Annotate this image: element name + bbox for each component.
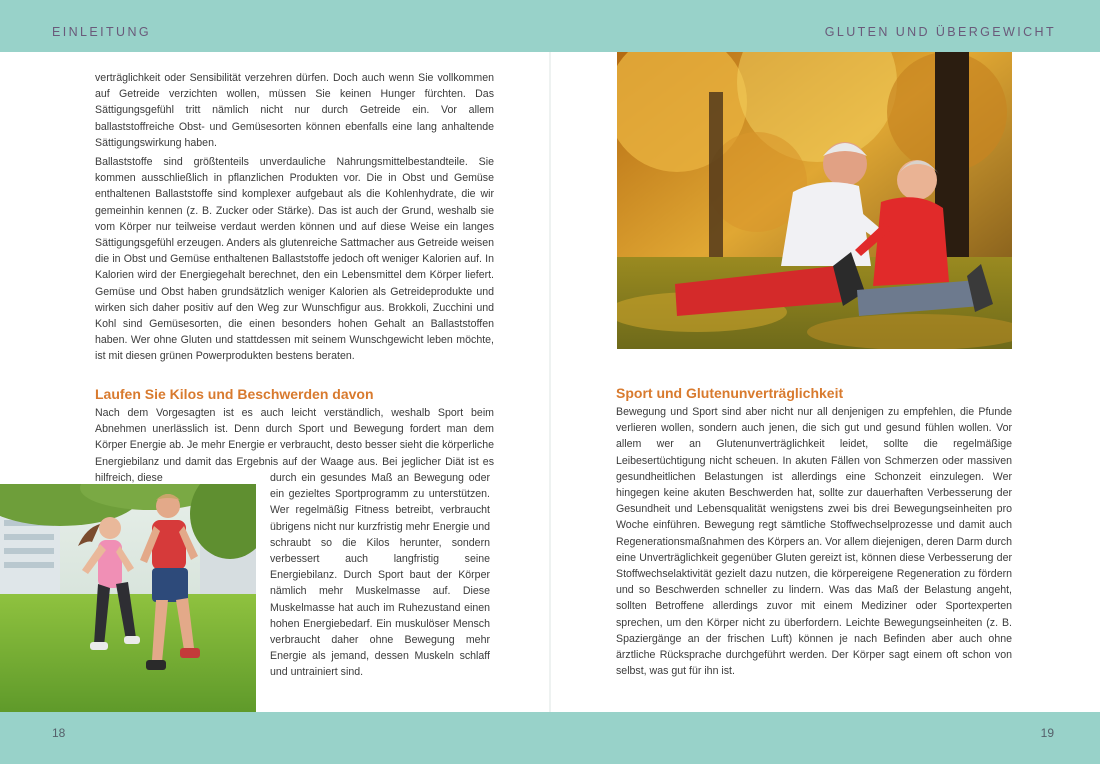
- running-head-left: EINLEITUNG: [52, 25, 152, 39]
- left-paragraph-1: verträglichkeit oder Sensibilität verzehren dürfen. Doch auch wenn Sie vollkommen auf Getreide verzichten wollen, müssen Sie keinen Hunger fürchten. Das Sättigungsgefühl tritt nämlich nicht nur durch Getreide ein. Vor allem ballaststoffreiche Obst- und Gemüsesorten können ebenfalls eine lang anhaltende Sättigungswirkung haben.: [95, 72, 494, 149]
- right-section-heading: Sport und Glutenunverträglichkeit: [616, 385, 844, 401]
- left-section-heading: Laufen Sie Kilos und Beschwerden davon: [95, 386, 374, 402]
- page-number-right: 19: [1040, 726, 1054, 740]
- runners-photo: [0, 484, 256, 712]
- page-gutter: [549, 52, 551, 712]
- senior-couple-photo: [617, 52, 1012, 349]
- footer-band: [0, 712, 1100, 764]
- running-head-right: GLUTEN UND ÜBERGEWICHT: [824, 25, 1056, 39]
- right-paragraph-1: Bewegung und Sport sind aber nicht nur all denjenigen zu empfehlen, die Pfunde verlieren wollen, sondern auch jenen, die sich gut und gesund fühlen wollen. Vor allem wer an Glutenunverträglichkeit leidet, sollte die regelmäßige Leibesertüchtigung nicht scheuen. In akuten Fällen von Schmerzen oder massiven gesundheitlichen Belastungen ist allerdings eine Schonzeit einzulegen. Wer hingegen keine akuten Beschwerden hat, sollte zur dauerhaften Verbesserung der Gesundheit und Lebensqualität wenigstens zwei bis drei Bewegungseinheiten pro Woche einführen. Bewegung regt sämtliche Stoffwechselprozesse und damit auch Regenerationsmaßnahmen des Körpers an. Vor allem diejenigen, deren Darm durch eine Unverträglichkeit gegenüber Gluten gereizt ist, können diese Verbesserung der Stoffwechselaktivität gezielt dazu nutzen, die körpereigene Regeneration zu fördern und so Beschwerden schneller zu lindern. Was das Maß der Belastung angeht, sollten Betroffene allerdings zuvor mit einem Mediziner oder Sportexperten sprechen, um den Körper nicht zu überfordern. Leichte Bewegungseinheiten (z. B. Spaziergänge an der frischen Luft) können je nach Befinden aber auch ohne ärztliche Rücksprache durchgeführt werden. Der Körper sagt einem oft schon von selbst, was gut für ihn ist.: [616, 406, 1012, 678]
- left-paragraph-4: durch ein gesundes Maß an Bewegung oder ein gezieltes Sportprogramm zu unterstützen. Wer regelmäßig Fitness betreibt, verbraucht übrigens nicht nur kurzfristig mehr Energie und schraubt so die Kilos herunter, sondern verbessert auch langfristig seine Energiebilanz. Durch Sport baut der Körper nämlich mehr Muskelmasse auf. Diese Muskelmasse hat auch im Ruhezustand einen hohen Energiebedarf. Ein muskulöser Mensch verbraucht daher ohne Bewegung mehr Energie als jemand, dessen Muskeln schlaff und untrainiert sind.: [270, 472, 490, 679]
- page-number-left: 18: [52, 726, 66, 740]
- left-paragraph-3: Nach dem Vorgesagten ist es auch leicht verständlich, weshalb Sport beim Abnehmen unerlässlich ist. Denn durch Sport und Bewegung fordert man dem Körper Energie ab. Je mehr Energie er verbraucht, desto besser sieht die körperliche Energiebilanz und damit das Ergebnis auf der Waage aus. Bei jeglicher Diät ist es hilfreich, diese: [95, 407, 494, 484]
- left-paragraph-2: Ballaststoffe sind größtenteils unverdauliche Nahrungsmittelbestandteile. Sie kommen ausschließlich in pflanzlichen Produkten vor. Die in Obst und Gemüse enthaltenen Ballaststoffe sind komplexer aufgebaut als die Kohlenhydrate, die wir gemeinhin kennen (z. B. Zucker oder Stärke). Das ist auch der Grund, weshalb sie vom Körper nur teilweise verdaut werden können und auf diese Weise ein langes Sättigungsgefühl erzeugen. Anders als glutenreiche Sattmacher aus Getreide weisen die in Obst und Gemüse enthaltenen Ballaststoffe jedoch oft weniger Kalorien auf. In Kalorien wird der Energiegehalt berechnet, den ein Lebensmittel dem Körper liefert. Gemüse und Obst haben grundsätzlich weniger Kalorien als Getreideprodukte und wirken sich daher positiv auf den Weg zur Wunschfigur aus. Brokkoli, Zucchini und Kohl sind Gemüsesorten, die einen besonders hohen Gehalt an Ballaststoffen haben. Wer ohne Gluten und stattdessen mit seinem Wunschgewicht leben möchte, ist mit diesen grünen Powerprodukten bestens beraten.: [95, 156, 494, 363]
